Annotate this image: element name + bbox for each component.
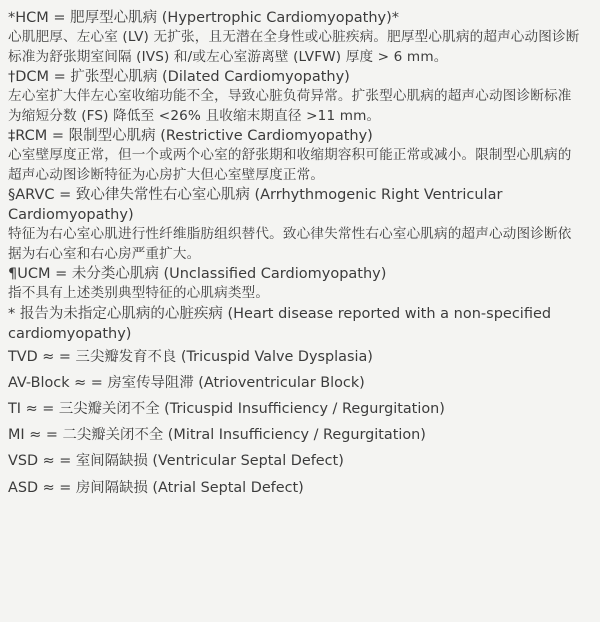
definition-term: ¶UCM = 未分类心肌病 (Unclassified Cardiomyopathy): [8, 266, 387, 282]
definition-description: 指不具有上述类别典型特征的心肌病类型。: [8, 285, 270, 301]
definition-term: §ARVC = 致心律失常性右心室心肌病 (Arrhythmogenic Right Ventricular Cardiomyopathy): [8, 187, 503, 223]
abbreviation-item: ASD ≈ = 房间隔缺损 (Atrial Septal Defect): [8, 479, 304, 496]
abbreviation-list: [8, 344, 582, 501]
definition-description: 左心室扩大伴左心室收缩功能不全，导致心脏负荷异常。扩张型心肌病的超声心动图诊断标准为缩短分数 (FS) 降低至 <26% 且收缩末期直径 >11 mm。: [8, 88, 572, 124]
definition-arvc: [8, 185, 582, 264]
definition-unspecified: [8, 304, 582, 344]
definition-description: 心室壁厚度正常，但一个或两个心室的舒张期和收缩期容积可能正常或减小。限制型心肌病的超声心动图诊断特征为心房扩大但心室壁厚度正常。: [8, 147, 572, 183]
abbreviation-item: MI ≈ = 二尖瓣关闭不全 (Mitral Insufficiency / Regurgitation): [8, 427, 426, 444]
abbreviation-item: VSD ≈ = 室间隔缺损 (Ventricular Septal Defect): [8, 453, 344, 470]
definition-term: * 报告为未指定心肌病的心脏疾病 (Heart disease reported with a non-specified cardiomyopathy): [8, 305, 552, 342]
definition-description: 心肌肥厚、左心室 (LV) 无扩张，且无潜在全身性或心脏疾病。肥厚型心肌病的超声心动图诊断标准为舒张期室间隔 (IVS) 和/或左心室游离壁 (LVFW) 厚度 > 6 mm。: [8, 29, 580, 65]
definition-term: *HCM = 肥厚型心肌病 (Hypertrophic Cardiomyopathy)*: [8, 10, 400, 26]
definition-description: 特征为右心室心肌进行性纤维脂肪组织替代。致心律失常性右心室心肌病的超声心动图诊断依据为右心室和右心房严重扩大。: [8, 226, 572, 262]
abbreviation-item: AV-Block ≈ = 房室传导阻滞 (Atrioventricular Block): [8, 374, 365, 391]
definition-term: †DCM = 扩张型心肌病 (Dilated Cardiomyopathy): [8, 69, 350, 85]
abbreviation-item: TVD ≈ = 三尖瓣发育不良 (Tricuspid Valve Dysplasia): [8, 348, 373, 365]
definition-dcm: [8, 67, 582, 126]
definition-term: ‡RCM = 限制型心肌病 (Restrictive Cardiomyopathy): [8, 128, 373, 144]
abbreviation-item: TI ≈ = 三尖瓣关闭不全 (Tricuspid Insufficiency / Regurgitation): [8, 400, 445, 417]
definition-hcm: [8, 8, 582, 67]
definition-ucm: [8, 264, 582, 304]
definition-rcm: [8, 126, 582, 185]
